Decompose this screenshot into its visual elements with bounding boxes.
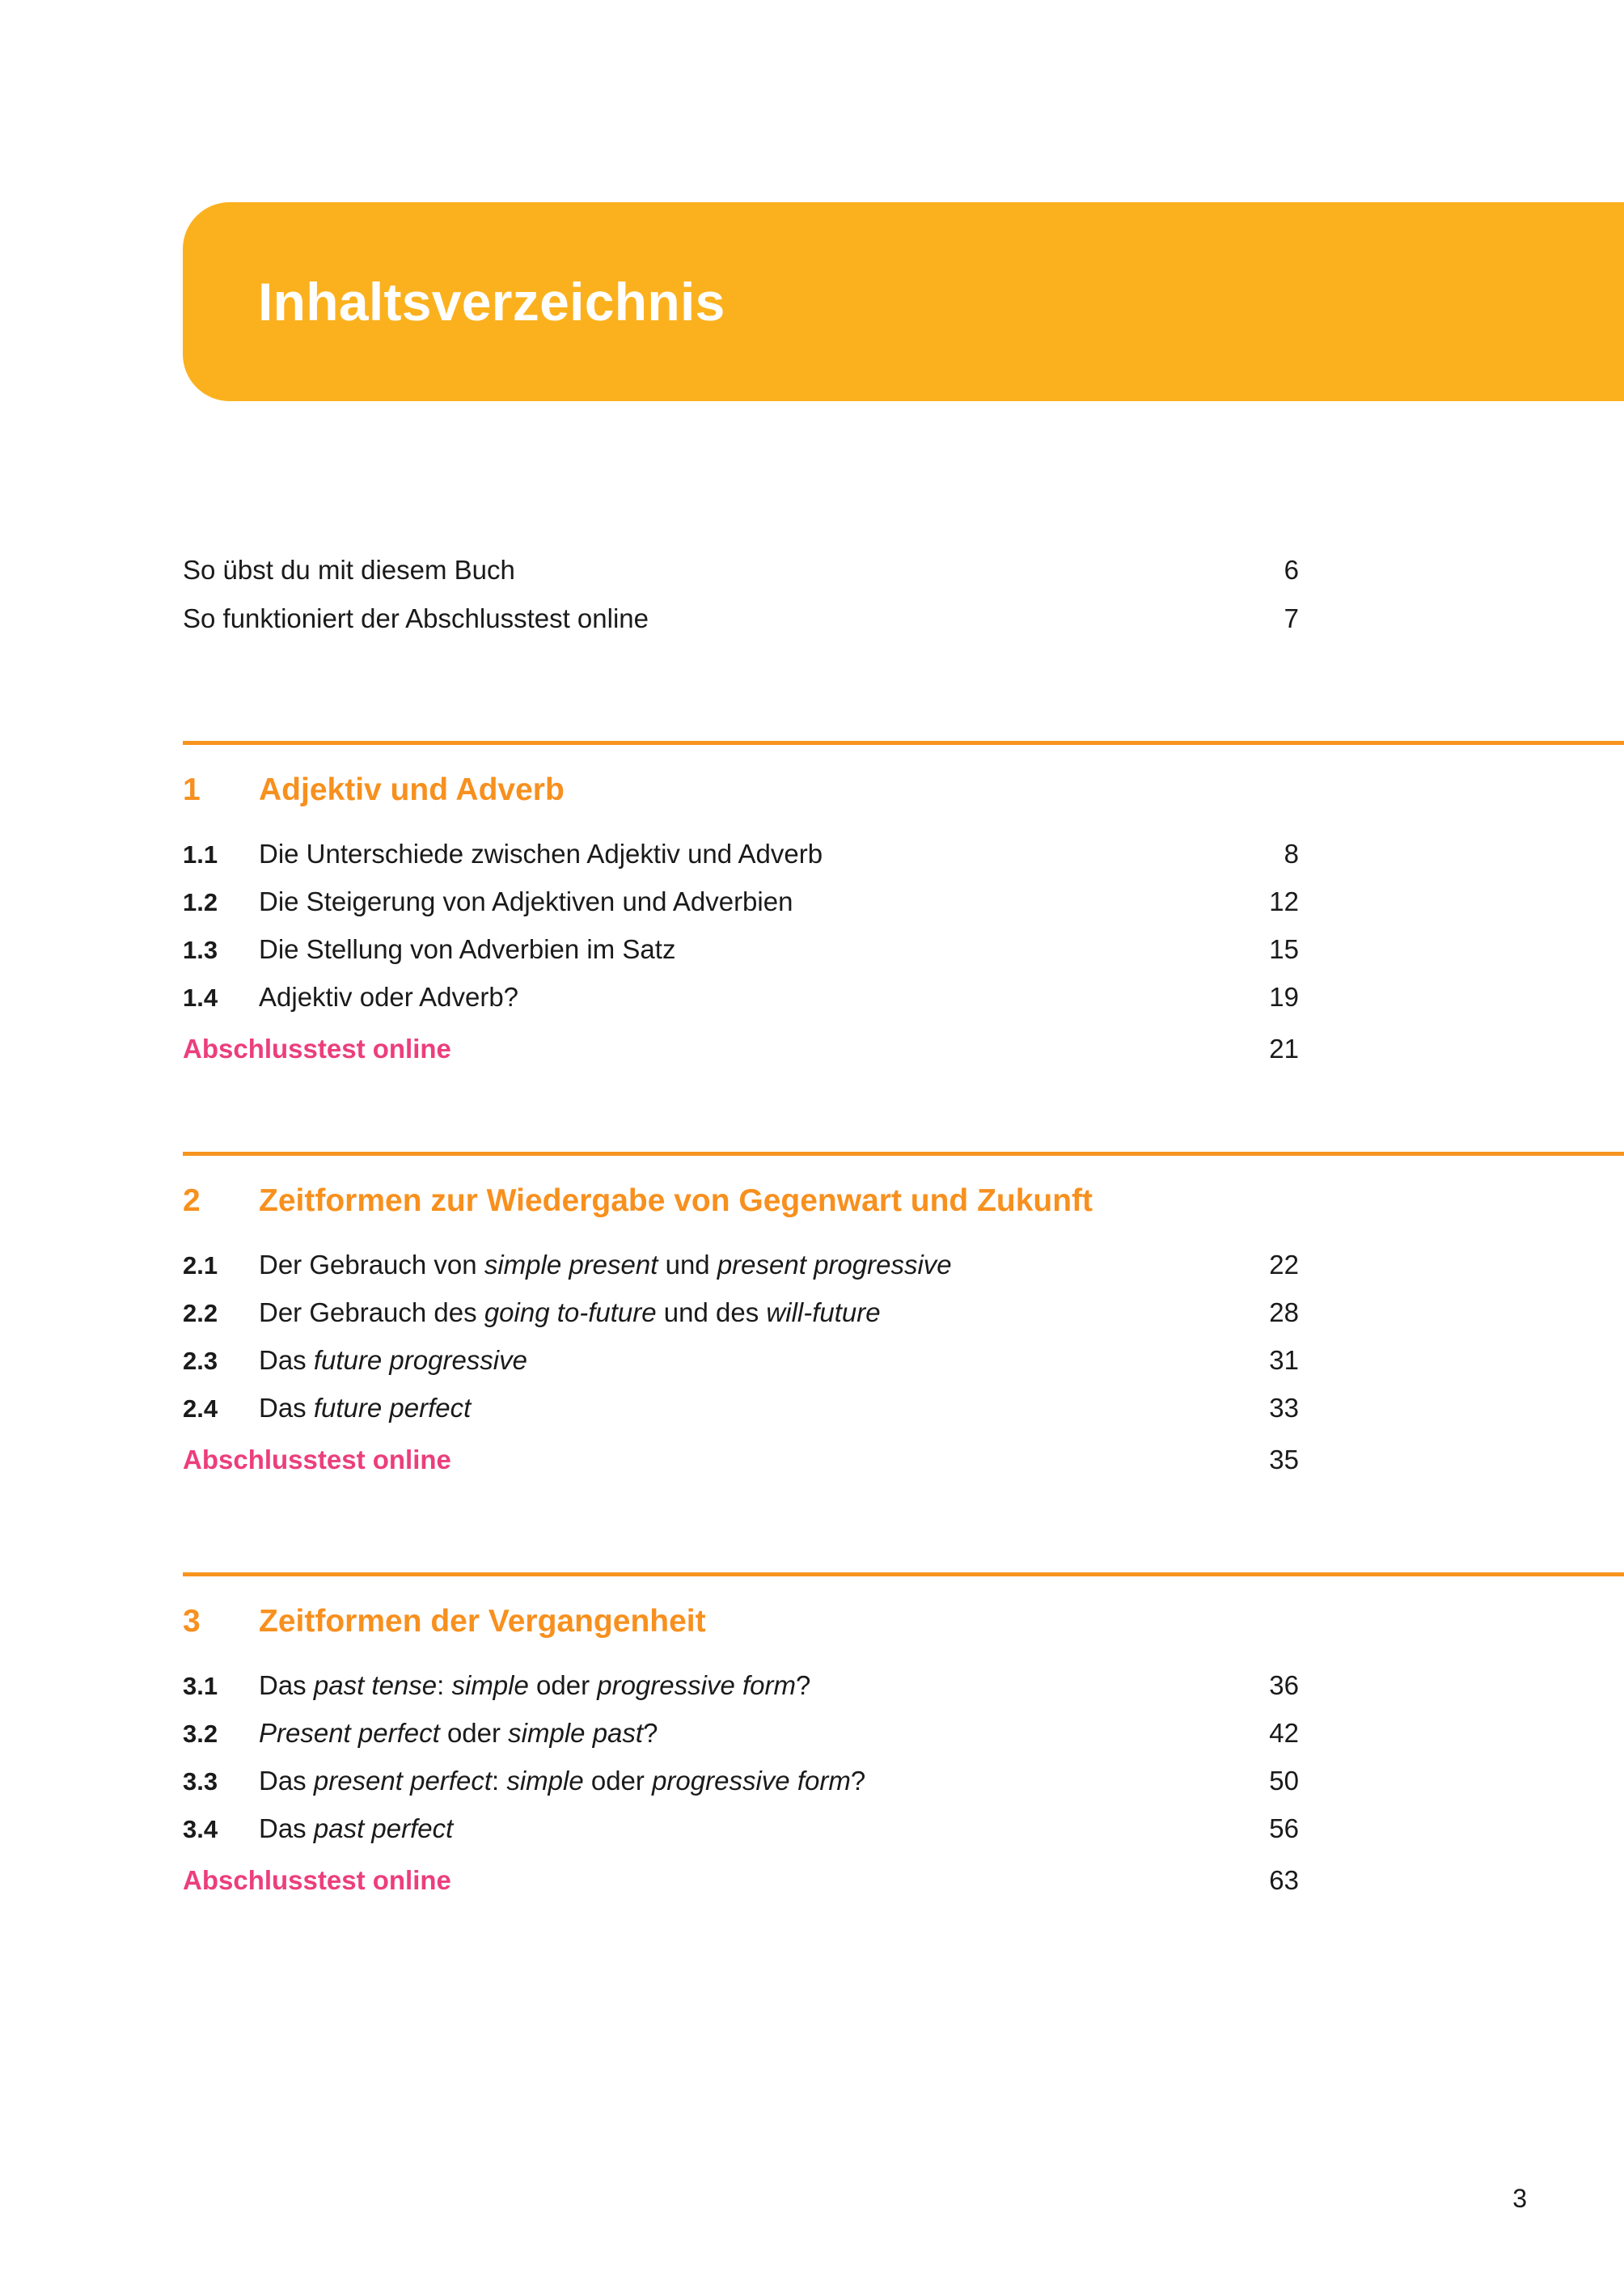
chapter-entry-list	[183, 1250, 1299, 1475]
entry-page: 33	[1269, 1393, 1299, 1423]
entry-title: Das present perfect: simple oder progressive form?	[259, 1766, 866, 1796]
entry-number: 3.4	[183, 1815, 218, 1843]
chapter-divider-rule	[183, 1572, 1624, 1576]
intro-entry-label: So übst du mit diesem Buch	[183, 555, 515, 585]
chapter-divider-rule	[183, 741, 1624, 745]
entry-number: 1.3	[183, 936, 218, 964]
page-title-banner	[183, 202, 1624, 401]
entry-page: 36	[1269, 1670, 1299, 1700]
entry-number: 2.4	[183, 1394, 218, 1423]
intro-entry-page: 7	[1284, 603, 1299, 633]
table-row[interactable]	[183, 1393, 1299, 1424]
chapter-entry-list	[183, 839, 1299, 1064]
entry-page: 42	[1269, 1718, 1299, 1748]
online-test-label: Abschlusstest online	[183, 1865, 451, 1895]
entry-page: 8	[1284, 839, 1299, 869]
page-title: Inhaltsverzeichnis	[258, 272, 725, 332]
entry-title: Das future progressive	[259, 1345, 527, 1375]
table-row[interactable]	[183, 1670, 1299, 1701]
chapter-number: 2	[183, 1183, 201, 1218]
entry-page: 12	[1269, 886, 1299, 916]
entry-title: Die Stellung von Adverbien im Satz	[259, 934, 676, 964]
online-test-page: 35	[1269, 1445, 1299, 1474]
entry-title: Das past perfect	[259, 1813, 454, 1843]
entry-title: Present perfect oder simple past?	[259, 1718, 658, 1748]
chapter-heading-1[interactable]	[183, 772, 1624, 808]
online-test-row[interactable]	[183, 1865, 1299, 1896]
table-row[interactable]	[183, 1345, 1299, 1376]
table-row[interactable]	[183, 982, 1299, 1013]
entry-number: 1.2	[183, 888, 218, 916]
chapter-title: Zeitformen zur Wiedergabe von Gegenwart und Zukunft	[259, 1183, 1093, 1218]
entry-number: 1.1	[183, 840, 218, 869]
page-number: 3	[1512, 2184, 1527, 2213]
entry-page: 56	[1269, 1813, 1299, 1843]
chapter-divider-rule	[183, 1152, 1624, 1156]
entry-title: Die Steigerung von Adjektiven und Adverbien	[259, 886, 793, 916]
chapter-section-3	[183, 1572, 1624, 1896]
list-item[interactable]	[183, 605, 1299, 632]
online-test-label: Abschlusstest online	[183, 1034, 451, 1064]
online-test-label: Abschlusstest online	[183, 1445, 451, 1474]
chapter-title: Zeitformen der Vergangenheit	[259, 1604, 706, 1639]
entry-number: 3.2	[183, 1720, 218, 1748]
entry-page: 31	[1269, 1345, 1299, 1375]
chapter-entry-list	[183, 1670, 1299, 1896]
table-row[interactable]	[183, 1718, 1299, 1749]
entry-page: 28	[1269, 1297, 1299, 1327]
entry-title: Das future perfect	[259, 1393, 472, 1423]
entry-page: 19	[1269, 982, 1299, 1012]
table-row[interactable]	[183, 839, 1299, 869]
entry-title: Der Gebrauch des going to-future und des will-future	[259, 1297, 881, 1327]
online-test-row[interactable]	[183, 1034, 1299, 1064]
entry-number: 1.4	[183, 984, 218, 1012]
table-row[interactable]	[183, 1766, 1299, 1796]
entry-title: Die Unterschiede zwischen Adjektiv und Adverb	[259, 839, 823, 869]
table-row[interactable]	[183, 886, 1299, 917]
entry-number: 2.2	[183, 1299, 218, 1327]
entry-number: 3.3	[183, 1767, 218, 1796]
entry-number: 2.3	[183, 1347, 218, 1375]
entry-page: 50	[1269, 1766, 1299, 1796]
entry-title: Das past tense: simple oder progressive form?	[259, 1670, 811, 1700]
table-row[interactable]	[183, 1813, 1299, 1844]
intro-entry-page: 6	[1284, 555, 1299, 585]
chapter-number: 3	[183, 1604, 201, 1639]
table-row[interactable]	[183, 934, 1299, 965]
chapter-heading-3[interactable]	[183, 1604, 1624, 1639]
intro-entry-list	[183, 556, 1299, 654]
chapter-title: Adjektiv und Adverb	[259, 772, 565, 807]
entry-title: Der Gebrauch von simple present und present progressive	[259, 1250, 952, 1280]
chapter-section-2	[183, 1152, 1624, 1475]
entry-title: Adjektiv oder Adverb?	[259, 982, 519, 1012]
chapter-heading-2[interactable]	[183, 1183, 1624, 1219]
entry-number: 3.1	[183, 1672, 218, 1700]
list-item[interactable]	[183, 556, 1299, 583]
table-row[interactable]	[183, 1250, 1299, 1280]
entry-page: 15	[1269, 934, 1299, 964]
chapter-section-1	[183, 741, 1624, 1064]
online-test-page: 63	[1269, 1865, 1299, 1895]
intro-entry-label: So funktioniert der Abschlusstest online	[183, 603, 649, 633]
chapter-number: 1	[183, 772, 201, 807]
online-test-row[interactable]	[183, 1445, 1299, 1475]
entry-number: 2.1	[183, 1251, 218, 1280]
online-test-page: 21	[1269, 1034, 1299, 1064]
entry-page: 22	[1269, 1250, 1299, 1280]
table-row[interactable]	[183, 1297, 1299, 1328]
